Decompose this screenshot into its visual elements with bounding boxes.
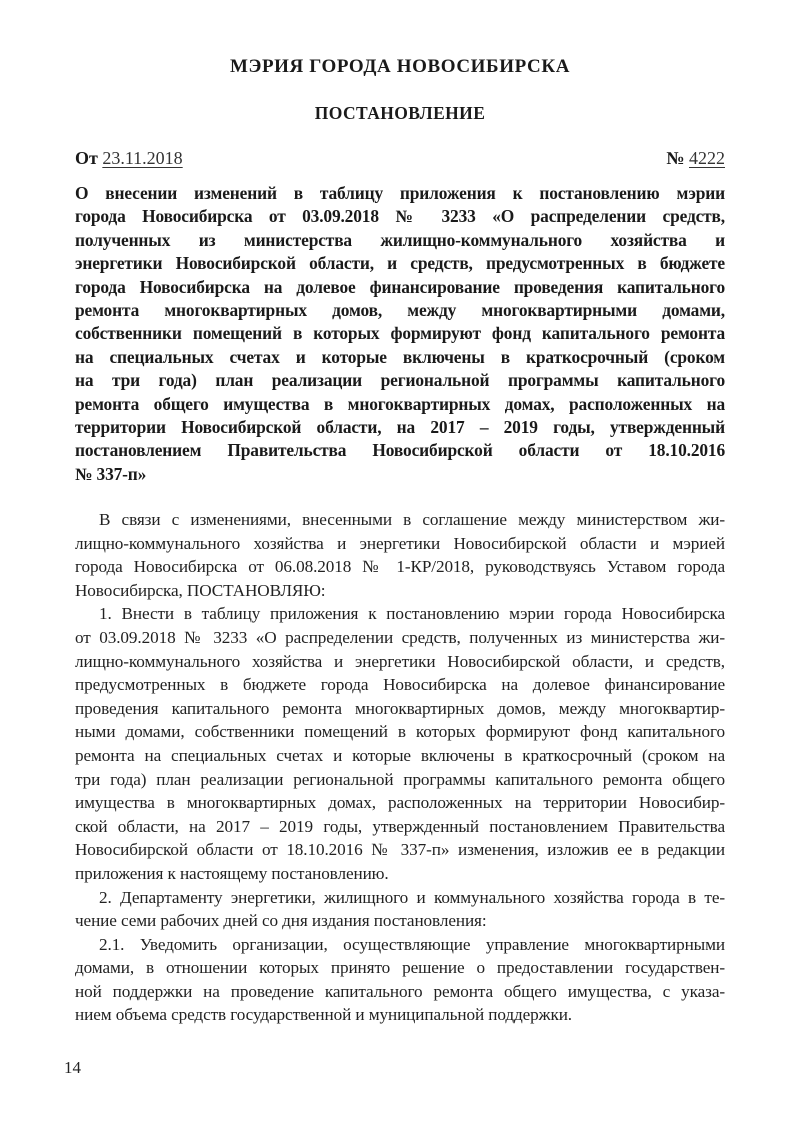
document-subject [75,182,725,486]
document-body [75,508,725,1027]
body-line: 2.1. Уведомить организации, осуществляющие управление многоквартирными [99,934,725,954]
body-line: В связи с изменениями, внесенными в соглашение между министерством жи- [99,510,725,529]
subject-line: ремонта общего имущества в многоквартирных домах, расположенных на [75,393,725,414]
subject-line: города Новосибирска от 03.09.2018 № 3233 «О распределении средств, [75,206,725,227]
subject-line: города Новосибирска на долевое финансирование проведения капитального [75,276,725,297]
body-line: три года) план реализации региональной программы капитального ремонта общего [75,769,725,789]
body-line: 2. Департаменту энергетики, жилищного и коммунального хозяйства города в те- [99,887,725,907]
subject-line: на три года) план реализации региональной программы капитального [75,370,725,391]
body-line: ской области, на 2017 – 2019 годы, утвержденный постановлением Правительства [75,816,725,836]
subject-line: ремонта многоквартирных домов, между многоквартирными домами, [75,300,725,321]
body-line: Новосибирской области от 18.10.2016 № 337-п» изменения, изложив ее в редакции [75,840,725,860]
subject-line: № 337-п» [75,463,147,484]
preamble-paragraph [75,508,725,602]
body-line: ной поддержки на проведение капитального ремонта общего имущества, с указа- [75,981,725,1001]
body-line: чение семи рабочих дней со дня издания постановления: [75,911,487,931]
document-meta [75,148,725,174]
document-number [666,148,725,169]
clause-1-paragraph [75,602,725,885]
body-line: имущества в многоквартирных домах, расположенных на территории Новосибир- [75,793,725,813]
body-line: 1. Внести в таблицу приложения к постановлению мэрии города Новосибирска [99,604,725,624]
body-line: ными домами, собственники помещений в которых формируют фонд капитального [75,722,725,742]
subject-line: на специальных счетах и которые включены в краткосрочный (сроком [75,346,725,367]
date-value: 23.11.2018 [102,148,183,168]
subject-line: постановлением Правительства Новосибирской области от 18.10.2016 [75,440,725,461]
subject-line: собственники помещений в которых формируют фонд капитального ремонта [75,323,725,344]
subject-line: О внесении изменений в таблицу приложения к постановлению мэрии [75,183,725,203]
body-line: приложения к настоящему постановлению. [75,863,389,883]
body-line: Новосибирска, ПОСТАНОВЛЯЮ: [75,580,326,600]
clause-2-paragraph [75,886,725,933]
body-line: предусмотренных в бюджете города Новосибирска на долевое финансирование [75,675,725,695]
body-line: лищно-коммунального хозяйства и энергетики Новосибирской области, и средств, [75,651,725,671]
date-prefix: От [75,148,98,168]
number-value: 4222 [689,148,725,168]
page-number: 14 [64,1058,81,1077]
body-line: проведения капитального ремонта многоквартирных домов, между многоквартир- [75,698,725,718]
subject-line: территории Новосибирской области, на 2017 – 2019 годы, утвержденный [75,417,725,438]
clause-2-1-paragraph [75,933,725,1027]
body-line: лищно-коммунального хозяйства и энергетики Новосибирской области и мэрией [75,533,725,553]
body-line: домами, в отношении которых принято решение о предоставлении государствен- [75,958,725,978]
body-line: от 03.09.2018 № 3233 «О распределении средств, полученных из министерства жи- [75,627,725,647]
body-line: нием объема средств государственной и муниципальной поддержки. [75,1005,572,1025]
body-line: города Новосибирска от 06.08.2018 № 1-КР/2018, руководствуясь Уставом города [75,557,725,577]
body-line: ремонта на специальных счетах и которые включены в краткосрочный (сроком на [75,745,725,765]
subject-line: энергетики Новосибирской области, и средств, предусмотренных в бюджете [75,253,725,274]
number-prefix: № [666,148,685,168]
document-date [75,148,183,169]
subject-line: полученных из министерства жилищно-коммунального хозяйства и [75,229,725,250]
issuing-authority: МЭРИЯ ГОРОДА НОВОСИБИРСКА [229,56,571,77]
document-type: ПОСТАНОВЛЕНИЕ [314,103,486,123]
